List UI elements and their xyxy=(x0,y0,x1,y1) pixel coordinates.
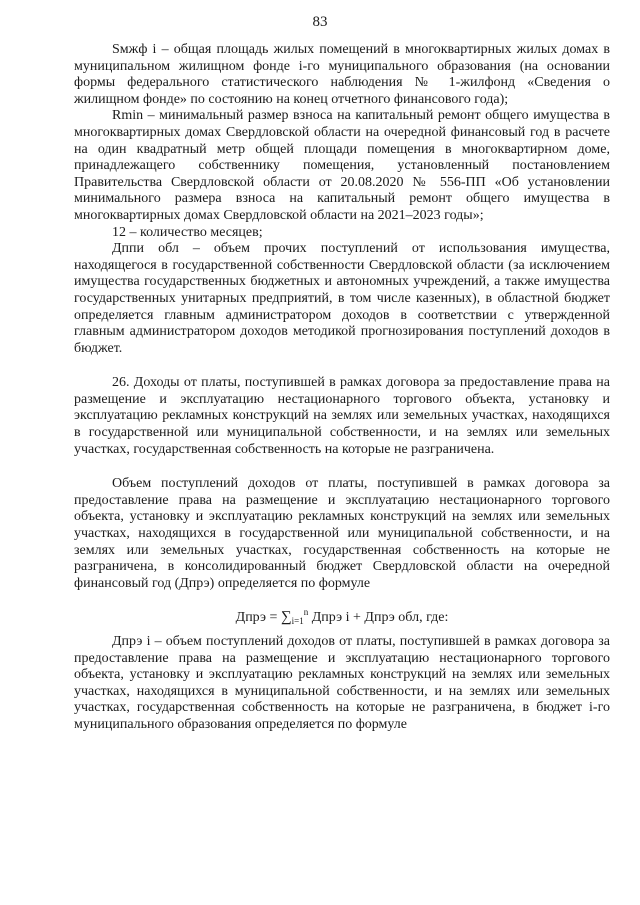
summation-symbol: ∑ xyxy=(280,609,292,626)
section-26-heading: 26. Доходы от платы, поступившей в рамках договора за предоставление права на размещение и эксплуатацию нестационарного торгового объекта, установку и эксплуатацию рекламных конструкций на землях или земельных участках, находящихся в государственной или муниципальной собственности, и на землях или земельных участках, государственная собственность на которые не разграничена. xyxy=(74,375,610,457)
definition-dpre-i: Дпрэ i – объем поступлений доходов от платы, поступившей в рамках договора за предоставление права на размещение и эксплуатацию нестационарного торгового объекта, установку и эксплуатацию рекламных конструкций на землях или земельных участках, находящихся в муниципальной собственности, и на землях или земельных участках, государственная собственность на которые не разграничена, в бюджет i-го муниципального образования определяется по формуле xyxy=(74,634,610,732)
definition-smzhf: Sмжф i – общая площадь жилых помещений в многоквартирных жилых домах в муниципальном жилищном фонде i-го муниципального образования (на основании формы федерального статистического наблюдения № 1-жилфонд «Сведения о жилищном фонде» по состоянию на конец отчетного финансового года); xyxy=(74,42,610,107)
volume-paragraph: Объем поступлений доходов от платы, поступившей в рамках договора за предоставление права на размещение и эксплуатацию нестационарного торгового объекта, установку и эксплуатацию рекламных конструкций на землях или земельных участках, находящихся в государственной или муниципальной собственности, и на землях или земельных участках, государственная собственность на которые не разграничена, в консолидированный бюджет Свердловской области на очередной финансовый год (Дпрэ) определяется по формуле xyxy=(74,476,610,591)
definition-dppi: Дппи обл – объем прочих поступлений от использования имущества, находящегося в государственной собственности Свердловской области (за исключением имущества государственных бюджетных и автономных учреждений, а также имущества государственных унитарных предприятий, в том числе казенных), в областной бюджет определяется главным администратором доходов в соответствии с утвержденной главным администратором доходов методикой прогнозирования поступлений доходов в бюджет. xyxy=(74,241,610,356)
formula-lhs: Дпрэ = xyxy=(235,610,281,626)
formula-superscript: n xyxy=(303,607,309,618)
definition-rmin: Rmin – минимальный размер взноса на капитальный ремонт общего имущества в многоквартирных домах Свердловской области на очередной финансовый год в расчете на один квадратный метр общей площади помещения в многоквартирном доме, принадлежащего собственнику помещения, установленный постановлением Правительства Свердловской области от 20.08.2020 № 556-ПП «Об установлении минимального размера взноса на капитальный ремонт общего имущества в многоквартирных домах Свердловской области на 2021–2023 годы»; xyxy=(74,108,610,223)
page-content xyxy=(74,42,610,734)
page-number: 83 xyxy=(312,14,328,30)
formula-dpre xyxy=(74,604,610,630)
formula-rhs: Дпрэ i + Дпрэ обл, где: xyxy=(308,610,449,626)
definition-months: 12 – количество месяцев; xyxy=(112,224,263,240)
formula-subscript: i=1 xyxy=(291,616,304,627)
